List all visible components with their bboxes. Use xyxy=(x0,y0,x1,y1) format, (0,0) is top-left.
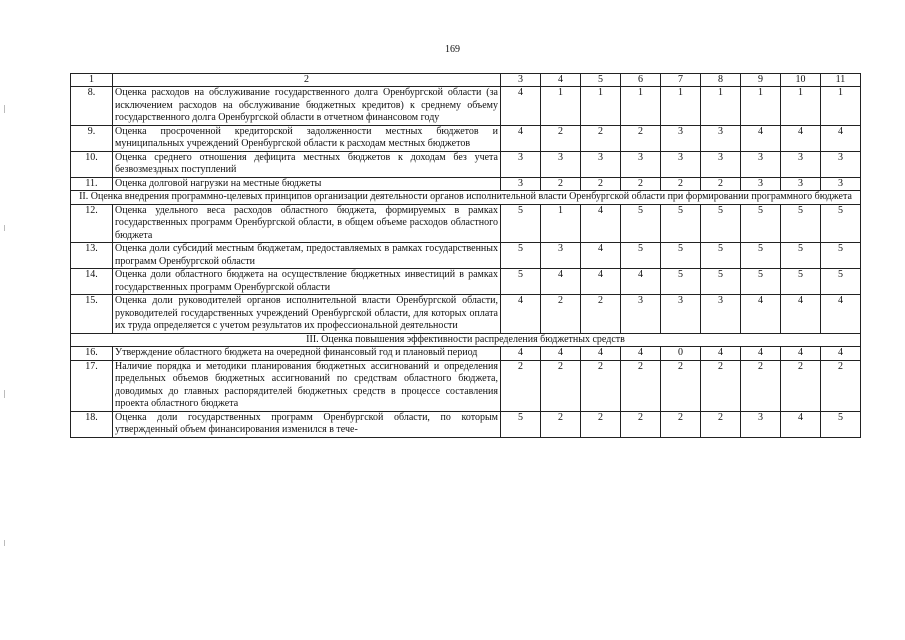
row-number: 14. xyxy=(71,269,113,295)
score-cell: 3 xyxy=(661,125,701,151)
score-cell: 5 xyxy=(701,204,741,243)
row-number: 11. xyxy=(71,177,113,191)
column-header: 7 xyxy=(661,74,701,87)
score-cell: 4 xyxy=(621,347,661,361)
score-cell: 1 xyxy=(661,87,701,126)
score-cell: 2 xyxy=(621,411,661,437)
score-cell: 4 xyxy=(581,269,621,295)
row-number: 9. xyxy=(71,125,113,151)
column-header: 4 xyxy=(541,74,581,87)
score-cell: 3 xyxy=(541,151,581,177)
score-cell: 2 xyxy=(541,177,581,191)
indicator-description-text: Оценка доли государственных программ Оренбургской области, по которым утвержденный объем финансирования изменился в тече- xyxy=(115,411,498,435)
indicator-description: Оценка доли субсидий местным бюджетам, предоставляемых в рамках государственных программ Оренбургской области xyxy=(113,243,501,269)
column-header: 8 xyxy=(701,74,741,87)
score-cell: 3 xyxy=(501,177,541,191)
score-cell: 5 xyxy=(781,269,821,295)
score-cell: 1 xyxy=(821,87,861,126)
indicator-description: Оценка среднего отношения дефицита местных бюджетов к доходам без учета безвозмездных поступлений xyxy=(113,151,501,177)
section-heading: III. Оценка повышения эффективности распределения бюджетных средств xyxy=(71,333,861,347)
score-cell: 2 xyxy=(781,360,821,411)
score-cell: 3 xyxy=(701,151,741,177)
table-row xyxy=(71,411,861,437)
score-cell: 2 xyxy=(821,360,861,411)
score-cell: 4 xyxy=(581,347,621,361)
score-cell: 5 xyxy=(781,243,821,269)
score-cell: 3 xyxy=(821,151,861,177)
row-number: 12. xyxy=(71,204,113,243)
table-row xyxy=(71,125,861,151)
table-row xyxy=(71,204,861,243)
score-cell: 1 xyxy=(541,87,581,126)
score-cell: 3 xyxy=(741,411,781,437)
column-header: 3 xyxy=(501,74,541,87)
score-cell: 5 xyxy=(701,269,741,295)
score-cell: 5 xyxy=(821,411,861,437)
score-cell: 4 xyxy=(781,125,821,151)
column-header: 5 xyxy=(581,74,621,87)
score-cell: 5 xyxy=(501,204,541,243)
score-cell: 3 xyxy=(821,177,861,191)
header-row xyxy=(71,74,861,87)
score-cell: 3 xyxy=(661,151,701,177)
score-cell: 2 xyxy=(581,125,621,151)
page-number: 169 xyxy=(445,44,460,55)
score-cell: 4 xyxy=(501,347,541,361)
score-cell: 1 xyxy=(741,87,781,126)
indicator-description: Оценка доли руководителей органов исполнительной власти Оренбургской области, руководителей государственных учреждений Оренбургской области, для которых оплата их труда определяется с учетом результатов их профессиональной деятельности xyxy=(113,295,501,334)
score-cell: 3 xyxy=(501,151,541,177)
score-cell: 4 xyxy=(621,269,661,295)
table-row xyxy=(71,243,861,269)
score-cell: 3 xyxy=(701,125,741,151)
score-cell: 3 xyxy=(661,295,701,334)
score-cell: 4 xyxy=(741,347,781,361)
score-cell: 3 xyxy=(581,151,621,177)
score-cell: 2 xyxy=(621,125,661,151)
score-cell: 5 xyxy=(821,269,861,295)
evaluation-table xyxy=(70,73,861,438)
scan-artifact xyxy=(4,105,5,113)
row-number: 18. xyxy=(71,411,113,437)
column-header: 9 xyxy=(741,74,781,87)
score-cell: 5 xyxy=(501,243,541,269)
score-cell: 2 xyxy=(661,411,701,437)
score-cell: 3 xyxy=(541,243,581,269)
section-heading: II. Оценка внедрения программно-целевых принципов организации деятельности органов исполнительной власти Оренбургской области при формировании программного бюджета xyxy=(71,191,861,205)
score-cell: 3 xyxy=(781,177,821,191)
score-cell: 4 xyxy=(741,125,781,151)
indicator-description: Оценка просроченной кредиторской задолженности местных бюджетов и муниципальных учреждений Оренбургской области к расходам местных бюджетов xyxy=(113,125,501,151)
score-cell: 2 xyxy=(741,360,781,411)
score-cell: 3 xyxy=(701,295,741,334)
score-cell: 5 xyxy=(501,269,541,295)
score-cell: 4 xyxy=(541,269,581,295)
score-cell: 2 xyxy=(701,360,741,411)
table-row xyxy=(71,360,861,411)
scan-artifact xyxy=(4,390,5,398)
score-cell: 4 xyxy=(541,347,581,361)
score-cell: 2 xyxy=(541,125,581,151)
score-cell: 1 xyxy=(581,87,621,126)
score-cell: 5 xyxy=(821,243,861,269)
row-number: 16. xyxy=(71,347,113,361)
section-heading-row xyxy=(71,191,861,205)
score-cell: 1 xyxy=(701,87,741,126)
score-cell: 1 xyxy=(621,87,661,126)
score-cell: 1 xyxy=(541,204,581,243)
indicator-description: Оценка расходов на обслуживание государственного долга Оренбургской области (за исключением расходов на обслуживание бюджетных кредитов) к среднему объему государственного долга Оренбургской области в отчетном финансовом году xyxy=(113,87,501,126)
score-cell: 4 xyxy=(581,243,621,269)
scan-artifact xyxy=(4,225,5,231)
score-cell: 4 xyxy=(501,125,541,151)
score-cell: 4 xyxy=(821,347,861,361)
score-cell: 2 xyxy=(661,177,701,191)
table-row xyxy=(71,295,861,334)
score-cell: 4 xyxy=(781,411,821,437)
score-cell: 5 xyxy=(741,204,781,243)
score-cell: 4 xyxy=(701,347,741,361)
row-number: 13. xyxy=(71,243,113,269)
score-cell: 5 xyxy=(661,243,701,269)
score-cell: 3 xyxy=(781,151,821,177)
score-cell: 5 xyxy=(661,269,701,295)
table-row xyxy=(71,151,861,177)
indicator-description: Оценка долговой нагрузки на местные бюджеты xyxy=(113,177,501,191)
score-cell: 3 xyxy=(621,295,661,334)
table-row xyxy=(71,347,861,361)
score-cell: 4 xyxy=(821,295,861,334)
score-cell: 2 xyxy=(621,177,661,191)
score-cell: 2 xyxy=(501,360,541,411)
table-body xyxy=(71,74,861,438)
table-row xyxy=(71,269,861,295)
score-cell: 4 xyxy=(741,295,781,334)
row-number: 10. xyxy=(71,151,113,177)
score-cell: 5 xyxy=(821,204,861,243)
score-cell: 5 xyxy=(621,243,661,269)
score-cell: 2 xyxy=(541,360,581,411)
column-header: 2 xyxy=(113,74,501,87)
score-cell: 5 xyxy=(661,204,701,243)
indicator-description xyxy=(113,411,501,437)
section-heading-row xyxy=(71,333,861,347)
score-cell: 4 xyxy=(781,347,821,361)
scan-artifact xyxy=(4,540,5,546)
indicator-description: Оценка удельного веса расходов областного бюджета, формируемых в рамках государственных программ Оренбургской области, в общем объеме расходов областного бюджета xyxy=(113,204,501,243)
column-header: 10 xyxy=(781,74,821,87)
row-number: 8. xyxy=(71,87,113,126)
score-cell: 4 xyxy=(821,125,861,151)
column-header: 1 xyxy=(71,74,113,87)
score-cell: 4 xyxy=(501,295,541,334)
score-cell: 2 xyxy=(581,295,621,334)
score-cell: 0 xyxy=(661,347,701,361)
score-cell: 4 xyxy=(781,295,821,334)
score-cell: 3 xyxy=(741,151,781,177)
score-cell: 2 xyxy=(541,295,581,334)
score-cell: 2 xyxy=(581,360,621,411)
table-row xyxy=(71,177,861,191)
score-cell: 2 xyxy=(701,411,741,437)
table-row xyxy=(71,87,861,126)
score-cell: 4 xyxy=(581,204,621,243)
score-cell: 2 xyxy=(541,411,581,437)
score-cell: 5 xyxy=(781,204,821,243)
score-cell: 2 xyxy=(621,360,661,411)
indicator-description: Оценка доли областного бюджета на осуществление бюджетных инвестиций в рамках государственных программ Оренбургской области xyxy=(113,269,501,295)
score-cell: 3 xyxy=(621,151,661,177)
column-header: 6 xyxy=(621,74,661,87)
score-cell: 2 xyxy=(581,177,621,191)
score-cell: 2 xyxy=(581,411,621,437)
score-cell: 3 xyxy=(741,177,781,191)
score-cell: 2 xyxy=(701,177,741,191)
score-cell: 5 xyxy=(701,243,741,269)
score-cell: 2 xyxy=(661,360,701,411)
score-cell: 5 xyxy=(501,411,541,437)
row-number: 15. xyxy=(71,295,113,334)
score-cell: 5 xyxy=(741,269,781,295)
score-cell: 4 xyxy=(501,87,541,126)
score-cell: 1 xyxy=(781,87,821,126)
column-header: 11 xyxy=(821,74,861,87)
indicator-description: Наличие порядка и методики планирования бюджетных ассигнований и определения предельных объемов бюджетных ассигнований по средствам областного бюджета, доводимых до главных распорядителей бюджетных средств в процессе составления проекта областного бюджета xyxy=(113,360,501,411)
score-cell: 5 xyxy=(741,243,781,269)
indicator-description: Утверждение областного бюджета на очередной финансовый год и плановый период xyxy=(113,347,501,361)
score-cell: 5 xyxy=(621,204,661,243)
row-number: 17. xyxy=(71,360,113,411)
